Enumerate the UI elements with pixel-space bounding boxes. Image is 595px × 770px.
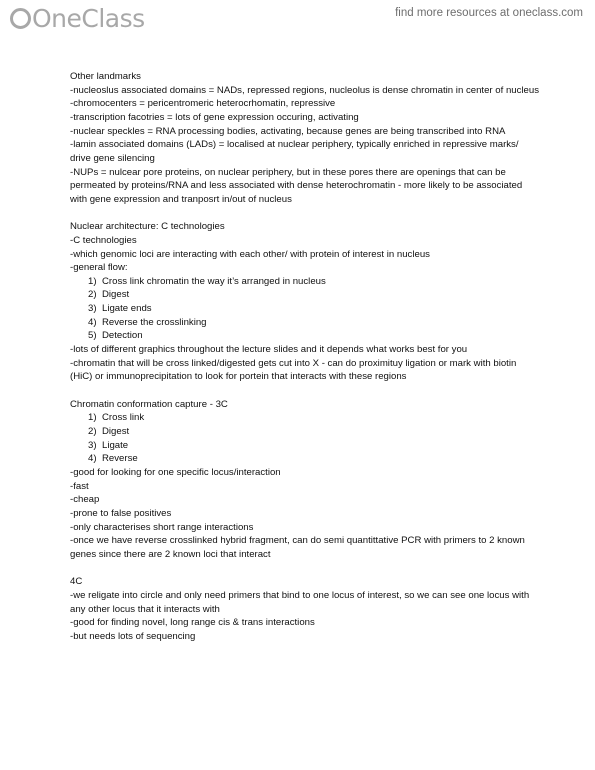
text-line: -good for finding novel, long range cis & trans interactions <box>70 617 315 629</box>
text-line: -but needs lots of sequencing <box>70 630 196 642</box>
paragraph-gap <box>70 562 540 576</box>
text-line: -cheap <box>70 494 100 506</box>
text-line: -chromocenters = pericentromeric heterocrhomatin, repressive <box>70 98 336 110</box>
text-line: -only characterises short range interactions <box>70 521 254 533</box>
text-line: -good for looking for one specific locus/interaction <box>70 467 281 478</box>
text-line: -fast <box>70 480 89 492</box>
document-body <box>70 70 540 644</box>
text-line: -chromatin that will be cross linked/digested gets cut into X - can do proximituy ligation or mark with biotin (HiC) or immunoprecipitation to look for portein that interacts with these regions <box>70 357 519 383</box>
text-line: -nucleoslus associated domains = NADs, repressed regions, nucleolus is dense chromatin in center of nucleus <box>70 84 540 96</box>
text-line: -prone to false positives <box>70 507 172 519</box>
section-title: Other landmarks <box>70 71 141 82</box>
numbered-list <box>70 411 540 466</box>
text-line: -C technologies <box>70 234 137 246</box>
section-title: 4C <box>70 576 83 588</box>
logo-circle-icon <box>10 8 31 29</box>
text-line: -which genomic loci are interacting with each other/ with protein of interest in nucleus <box>70 248 430 260</box>
list-item: 4) Reverse the crosslinking <box>88 316 207 328</box>
list-item: 1) Cross link chromatin the way it’s arranged in nucleus <box>88 275 326 287</box>
list-item: 5) Detection <box>88 330 143 342</box>
section-title: Chromatin conformation capture - 3C <box>70 398 228 410</box>
text-line: -once we have reverse crosslinked hybrid fragment, can do semi quantittative PCR with primers to 2 known genes since there are 2 known loci that interact <box>70 535 528 560</box>
text-line: -nuclear speckles = RNA processing bodies, activating, because genes are being transcribed into RNA <box>70 125 506 137</box>
list-item: 2) Digest <box>88 426 130 438</box>
numbered-list <box>70 275 540 343</box>
text-line: -we religate into circle and only need primers that bind to one locus of interest, so we can see one locus with any other locus that it interacts with <box>70 589 532 615</box>
list-item: 1) Cross link <box>88 412 145 424</box>
list-item: 3) Ligate <box>88 439 129 451</box>
text-line: -NUPs = nulcear pore proteins, on nuclear periphery, but in these pores there are openings that can be permeated by proteins/RNA and less associated with dense heterochromatin - more likely to be associated with gene expression and tranposrt in/out of nucleus <box>70 166 525 205</box>
text-line: -transcription facotries = lots of gene expression occuring, activating <box>70 111 359 123</box>
text-line: -general flow: <box>70 262 128 274</box>
paragraph-gap <box>70 384 540 398</box>
paragraph-gap <box>70 207 540 221</box>
list-item: 3) Ligate ends <box>88 303 152 315</box>
page-header <box>0 0 595 40</box>
list-item: 2) Digest <box>88 289 130 301</box>
text-line: -lamin associated domains (LADs) = localised at nuclear periphery, typically enriched in repressive marks/ drive gene silencing <box>70 139 522 164</box>
oneclass-logo[interactable] <box>10 4 145 33</box>
section-title: Nuclear architecture: C technologies <box>70 221 225 233</box>
logo-text: OneClass <box>32 4 145 33</box>
text-line: -lots of different graphics throughout the lecture slides and it depends what works best for you <box>70 344 468 356</box>
header-tagline[interactable]: find more resources at oneclass.com <box>395 7 583 19</box>
list-item: 4) Reverse <box>88 453 138 465</box>
